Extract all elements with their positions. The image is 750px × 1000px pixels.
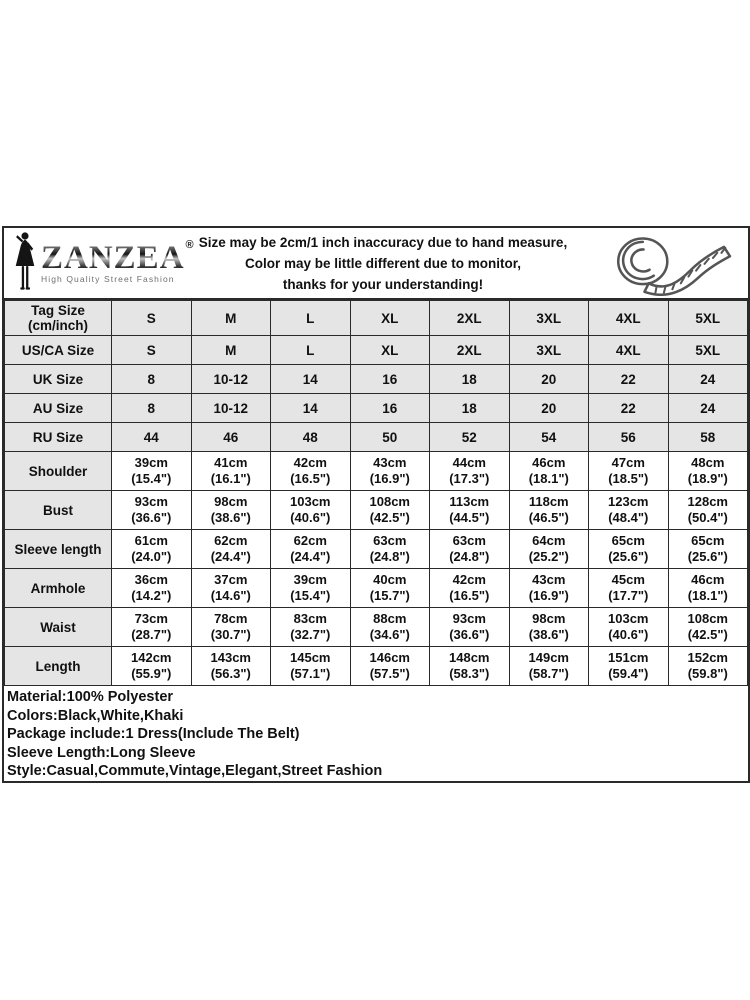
measurement-cm: 103cm (608, 611, 649, 626)
size-cell: 48 (271, 423, 351, 452)
row-label: US/CA Size (5, 336, 112, 365)
size-cell: 4XL (589, 336, 669, 365)
measurement-inch: (32.7") (290, 627, 331, 642)
measurement-cell (509, 647, 589, 686)
measurement-cell (191, 569, 271, 608)
size-cell: XL (350, 301, 430, 336)
measurement-inch: (58.7") (528, 666, 569, 681)
measurement-cm: 83cm (293, 611, 327, 626)
row-label: Sleeve length (5, 530, 112, 569)
table-row (5, 491, 748, 530)
measurement-inch: (56.3") (210, 666, 251, 681)
size-cell: 22 (589, 394, 669, 423)
measurement-inch: (38.6") (528, 627, 569, 642)
size-cell: 16 (350, 394, 430, 423)
size-cell: 46 (191, 423, 271, 452)
measurement-cm: 63cm (452, 533, 486, 548)
measurement-inch: (16.5") (290, 471, 331, 486)
measurement-cm: 123cm (608, 494, 649, 509)
size-cell: 20 (509, 365, 589, 394)
measurement-cell (350, 452, 430, 491)
notice-line: Color may be little different due to monitor, (244, 255, 522, 271)
measurement-cell (589, 491, 669, 530)
measurement-cm: 42cm (293, 455, 327, 470)
size-cell: 20 (509, 394, 589, 423)
brand-name: ZANZEA (41, 240, 185, 277)
size-cell: 14 (271, 365, 351, 394)
measurement-inch: (24.0") (131, 549, 172, 564)
table-row (5, 423, 748, 452)
size-cell: 3XL (509, 301, 589, 336)
measurement-cell (112, 569, 192, 608)
measurement-inch: (44.5") (449, 510, 490, 525)
measurement-inch: (36.6") (449, 627, 490, 642)
measurement-inch: (58.3") (449, 666, 490, 681)
measurement-cm: 63cm (373, 533, 407, 548)
notice (176, 232, 590, 295)
row-label: Length (5, 647, 112, 686)
measurement-cm: 36cm (134, 572, 168, 587)
measurement-cell (350, 530, 430, 569)
measurement-cell (271, 608, 351, 647)
measurement-inch: (25.6") (687, 549, 728, 564)
row-label: Armhole (5, 569, 112, 608)
size-cell: 56 (589, 423, 669, 452)
measurement-cell (350, 491, 430, 530)
measurement-cell (112, 530, 192, 569)
measurement-cm: 145cm (290, 650, 331, 665)
measurement-cm: 64cm (532, 533, 566, 548)
woman-silhouette-icon (12, 231, 38, 296)
product-info-line: Material:100% Polyester (7, 689, 174, 705)
measurement-cell (430, 452, 510, 491)
measurement-cell (430, 569, 510, 608)
measurement-cm: 73cm (134, 611, 168, 626)
size-cell: 2XL (430, 336, 510, 365)
measurement-cell (271, 569, 351, 608)
size-cell: S (112, 301, 192, 336)
row-label: RU Size (5, 423, 112, 452)
measurement-inch: (42.5") (687, 627, 728, 642)
measurement-cell (350, 569, 430, 608)
size-cell: XL (350, 336, 430, 365)
measurement-cm: 62cm (214, 533, 248, 548)
measurement-cell (509, 491, 589, 530)
measurement-inch: (40.6") (608, 627, 649, 642)
measurement-inch: (16.1") (210, 471, 251, 486)
measurement-inch: (24.8") (449, 549, 490, 564)
measurement-cm: 61cm (134, 533, 168, 548)
size-cell: M (191, 301, 271, 336)
size-chart-sheet (2, 226, 750, 783)
measurement-cell (589, 569, 669, 608)
size-cell: 18 (430, 394, 510, 423)
measurement-inch: (36.6") (131, 510, 172, 525)
measurement-cm: 39cm (293, 572, 327, 587)
size-cell: 24 (668, 365, 748, 394)
size-cell: M (191, 336, 271, 365)
measurement-cell (191, 647, 271, 686)
measurement-inch: (57.1") (290, 666, 331, 681)
row-label: Shoulder (5, 452, 112, 491)
measurement-inch: (15.4") (290, 588, 331, 603)
size-cell: 3XL (509, 336, 589, 365)
measurement-inch: (18.9") (687, 471, 728, 486)
measurement-cell (668, 530, 748, 569)
measurement-inch: (24.4") (210, 549, 251, 564)
notice-line: Size may be 2cm/1 inch inaccuracy due to hand measure, (198, 234, 568, 250)
measurement-cell (509, 608, 589, 647)
measurement-inch: (24.8") (369, 549, 410, 564)
measurement-inch: (42.5") (369, 510, 410, 525)
measurement-cell (112, 452, 192, 491)
measurement-cell (668, 647, 748, 686)
measurement-cm: 44cm (452, 455, 486, 470)
size-cell: 10-12 (191, 394, 271, 423)
measurement-inch: (17.3") (449, 471, 490, 486)
measurement-cell (191, 452, 271, 491)
measurement-cm: 118cm (528, 494, 569, 509)
measurement-inch: (50.4") (687, 510, 728, 525)
measurement-cm: 143cm (210, 650, 251, 665)
measurement-cm: 151cm (608, 650, 649, 665)
row-label: Tag Size (cm/inch) (5, 301, 112, 336)
measurement-cell (112, 608, 192, 647)
size-cell: 14 (271, 394, 351, 423)
measurement-inch: (28.7") (131, 627, 172, 642)
size-cell: 8 (112, 394, 192, 423)
measurement-inch: (18.5") (608, 471, 649, 486)
measurement-inch: (17.7") (608, 588, 649, 603)
measurement-cell (112, 491, 192, 530)
measurement-cm: 43cm (373, 455, 407, 470)
measurement-cm: 98cm (214, 494, 248, 509)
measurement-inch: (24.4") (290, 549, 331, 564)
size-cell: L (271, 301, 351, 336)
size-cell: 4XL (589, 301, 669, 336)
product-info-line: Style:Casual,Commute,Vintage,Elegant,Street Fashion (7, 763, 383, 780)
measurement-inch: (59.8") (687, 666, 728, 681)
measurement-inch: (14.6") (210, 588, 251, 603)
row-label: Waist (5, 608, 112, 647)
measurement-cell (191, 491, 271, 530)
measurement-cm: 62cm (293, 533, 327, 548)
measurement-cm: 65cm (611, 533, 645, 548)
measurement-inch: (15.4") (131, 471, 172, 486)
measuring-tape-icon (590, 230, 748, 296)
row-label: Bust (5, 491, 112, 530)
measurement-cm: 146cm (369, 650, 410, 665)
size-cell: 24 (668, 394, 748, 423)
size-cell: 52 (430, 423, 510, 452)
measurement-inch: (25.2") (528, 549, 569, 564)
measurement-cm: 108cm (687, 611, 728, 626)
measurement-cm: 47cm (611, 455, 645, 470)
brand-tagline: High Quality Street Fashion (41, 274, 175, 285)
measurement-inch: (48.4") (608, 510, 649, 525)
registered-mark: ® (185, 239, 194, 252)
size-cell: 16 (350, 365, 430, 394)
table-row (5, 452, 748, 491)
measurement-cell (430, 647, 510, 686)
row-label: AU Size (5, 394, 112, 423)
measurement-cell (350, 608, 430, 647)
brand-logo (4, 231, 194, 296)
measurement-inch: (46.5") (528, 510, 569, 525)
size-cell: 44 (112, 423, 192, 452)
measurement-cell (430, 530, 510, 569)
table-row (5, 569, 748, 608)
measurement-cell (191, 608, 271, 647)
measurement-cell (589, 452, 669, 491)
measurement-cm: 93cm (134, 494, 168, 509)
product-info-line: Package include:1 Dress(Include The Belt) (7, 726, 300, 743)
product-info-line: Sleeve Length:Long Sleeve (7, 744, 196, 761)
size-table (4, 300, 748, 686)
measurement-cm: 42cm (452, 572, 486, 587)
row-label: UK Size (5, 365, 112, 394)
measurement-cm: 148cm (449, 650, 490, 665)
measurement-cm: 128cm (687, 494, 728, 509)
measurement-cell (350, 647, 430, 686)
measurement-cm: 142cm (131, 650, 172, 665)
size-cell: 8 (112, 365, 192, 394)
product-info (4, 686, 748, 781)
measurement-cell (589, 608, 669, 647)
size-cell: S (112, 336, 192, 365)
table-row (5, 301, 748, 336)
measurement-inch: (57.5") (369, 666, 410, 681)
measurement-cm: 149cm (528, 650, 569, 665)
measurement-cm: 103cm (290, 494, 331, 509)
size-cell: 18 (430, 365, 510, 394)
measurement-cell (271, 647, 351, 686)
size-table-body (5, 301, 748, 686)
size-cell: 5XL (668, 301, 748, 336)
measurement-cm: 46cm (532, 455, 566, 470)
measurement-cm: 41cm (214, 455, 248, 470)
header (4, 228, 748, 300)
measurement-cm: 98cm (532, 611, 566, 626)
measurement-cell (509, 530, 589, 569)
brand-text-block (41, 239, 194, 285)
measurement-cell (430, 491, 510, 530)
measurement-cell (271, 491, 351, 530)
size-cell: 2XL (430, 301, 510, 336)
measurement-cell (668, 569, 748, 608)
measurement-cm: 39cm (134, 455, 168, 470)
measurement-cm: 45cm (611, 572, 645, 587)
product-info-line: Colors:Black,White,Khaki (7, 707, 184, 724)
measurement-cell (430, 608, 510, 647)
size-cell: 22 (589, 365, 669, 394)
measurement-cell (271, 452, 351, 491)
measurement-cm: 88cm (373, 611, 407, 626)
table-row (5, 336, 748, 365)
measurement-cm: 40cm (373, 572, 407, 587)
measurement-inch: (18.1") (528, 471, 569, 486)
table-row (5, 530, 748, 569)
measurement-cell (589, 530, 669, 569)
measurement-cell (589, 647, 669, 686)
measurement-inch: (40.6") (290, 510, 331, 525)
measurement-inch: (16.5") (449, 588, 490, 603)
measurement-cell (668, 452, 748, 491)
size-cell: 54 (509, 423, 589, 452)
measurement-inch: (25.6") (608, 549, 649, 564)
measurement-cell (271, 530, 351, 569)
measurement-cell (668, 491, 748, 530)
size-cell: L (271, 336, 351, 365)
table-row (5, 647, 748, 686)
size-cell: 10-12 (191, 365, 271, 394)
measurement-inch: (34.6") (369, 627, 410, 642)
measurement-cm: 93cm (452, 611, 486, 626)
measurement-cm: 65cm (691, 533, 725, 548)
measurement-inch: (38.6") (210, 510, 251, 525)
measurement-cm: 152cm (687, 650, 728, 665)
measurement-inch: (55.9") (131, 666, 172, 681)
measurement-cm: 48cm (691, 455, 725, 470)
measurement-inch: (15.7") (369, 588, 410, 603)
measurement-cm: 37cm (214, 572, 248, 587)
measurement-inch: (14.2") (131, 588, 172, 603)
measurement-inch: (16.9") (528, 588, 569, 603)
measurement-inch: (18.1") (687, 588, 728, 603)
measurement-cell (668, 608, 748, 647)
size-cell: 5XL (668, 336, 748, 365)
measurement-inch: (16.9") (369, 471, 410, 486)
measurement-inch: (59.4") (608, 666, 649, 681)
measurement-cm: 113cm (449, 494, 490, 509)
measurement-cm: 78cm (214, 611, 248, 626)
notice-line: thanks for your understanding! (282, 276, 484, 292)
size-cell: 50 (350, 423, 430, 452)
measurement-cell (509, 452, 589, 491)
measurement-cm: 46cm (691, 572, 725, 587)
table-row (5, 608, 748, 647)
table-row (5, 394, 748, 423)
table-row (5, 365, 748, 394)
measurement-inch: (30.7") (210, 627, 251, 642)
measurement-cm: 108cm (369, 494, 410, 509)
measurement-cm: 43cm (532, 572, 566, 587)
measurement-cell (509, 569, 589, 608)
measurement-cell (112, 647, 192, 686)
measurement-cell (191, 530, 271, 569)
size-cell: 58 (668, 423, 748, 452)
